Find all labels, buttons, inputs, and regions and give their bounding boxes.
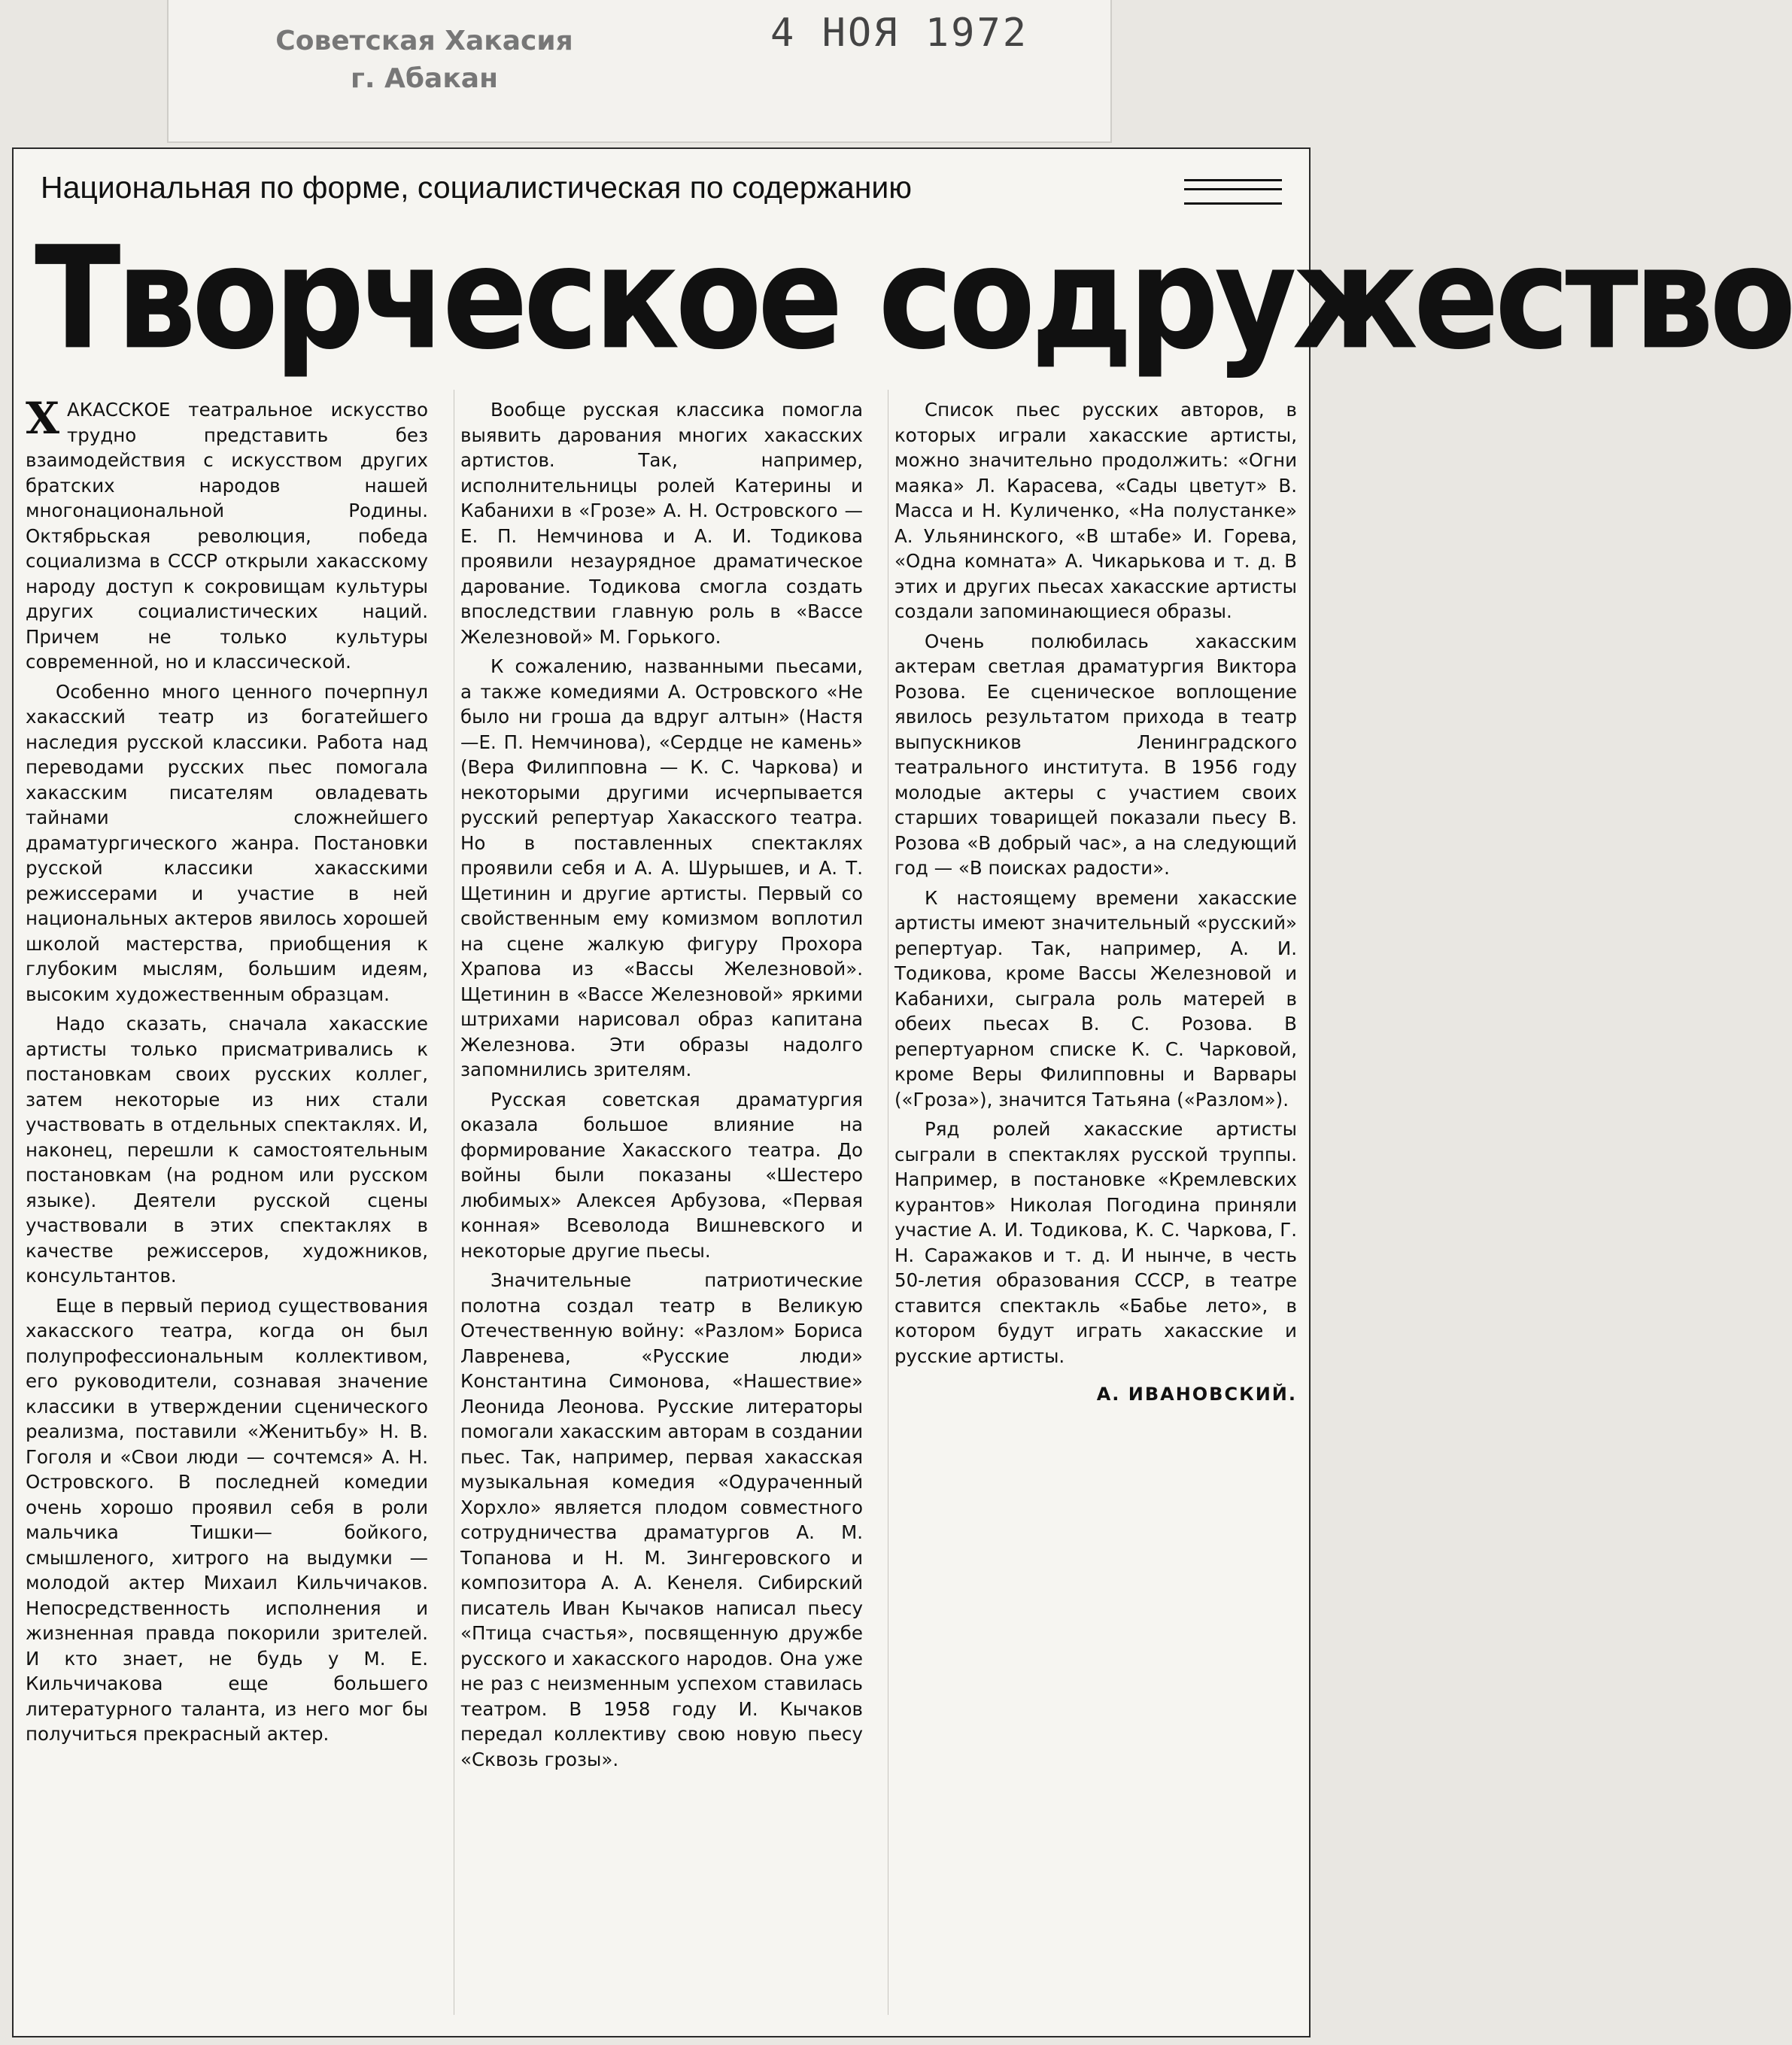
- paragraph: Значительные патриотические полотна создал театр в Великую Отечественную войну: «Разлом» Бориса Лавренева, «Русские люди» Константина Симонова, «Нашествие» Леонида Леонова. Русские литераторы помогали хакасским авторам в создании пьес. Так, например, первая хакасская музыкальная комедия «Одураченный Хорхло» является плодом совместного сотрудничества драматургов А. М. Топанова и Н. М. Зингеровского и композитора А. А. Кенеля. Сибирский писатель Иван Кычаков написал пьесу «Птица счастья», посвященную дружбе русского и хакасского народов. Она уже не раз с неизменным успехом ставилась театром. В 1958 году И. Кычаков передал коллективу свою новую пьесу «Сквозь грозы».: [460, 1269, 863, 1770]
- paragraph: [26, 393, 428, 675]
- article-kicker: [41, 166, 1282, 209]
- clipping-label-strip: [167, 0, 1112, 143]
- column-2: [460, 397, 863, 2015]
- newspaper-stamp: [206, 23, 642, 120]
- paragraph: Надо сказать, сначала хакасские артисты только присматривались к постановкам своих русских коллег, затем некоторые из них стали участвовать в отдельных спектаклях. И, наконец, перешли к самостоятельным постановкам (на родном или русском языке). Деятели русской сцены участвовали в этих спектаклях в качестве режиссеров, художников, консультантов.: [26, 1013, 428, 1287]
- newspaper-city: г. Абакан: [351, 63, 498, 94]
- paragraph-text: АКАССКОЕ театральное искусство трудно представить без взаимодействия с искусством других братских народов нашей многонациональной Родины. Октябрьская революция, победа социализма в СССР открыли хакасскому народу доступ к сокровищам культуры других социалистических наций. Причем не только культуры современной, но и классической.: [26, 399, 428, 673]
- author-signature: А. ИВАНОВСКИЙ.: [1096, 1384, 1297, 1405]
- column-1: [26, 393, 428, 2015]
- article-headline: Творческое содружество: [35, 215, 1792, 381]
- newspaper-article: [12, 147, 1792, 2037]
- kicker-rule-decoration: [1184, 179, 1282, 205]
- column-3: [894, 397, 1297, 2015]
- paragraph: Список пьес русских авторов, в которых играли хакасские артисты, можно значительно продолжить: «Огни маяка» Л. Карасева, «Сады цветут» В. Масса и Н. Куличенко, «На полустанке» А. Ульянинского, «В штабе» И. Горева, «Одна комната» А. Чикарькова и т. д. В этих и других пьесах хакасские артисты создали запоминающиеся образы.: [894, 399, 1297, 622]
- drop-cap: Х: [26, 393, 60, 444]
- paragraph: К настоящему времени хакасские артисты имеют значительный «русский» репертуар. Так, например, А. И. Тодикова, кроме Вассы Железновой и Кабанихи, сыграла роль матерей в обеих пьесах В. С. Розова. В репертуарном списке К. С. Чарковой, кроме Веры Филипповны и Варвары («Гроза»), значится Татьяна («Разлом»).: [894, 886, 1297, 1111]
- paragraph: К сожалению, названными пьесами, а также комедиями А. Островского «Не было ни гроша да вдруг алтын» (Настя —Е. П. Немчинова), «Сердце не камень» (Вера Филипповна — К. С. Чаркова) и некоторыми другими исчерпывается русский репертуар Хакасского театра. Но в поставленных спектаклях проявили себя и А. А. Шурышев, и А. Т. Щетинин и другие артисты. Первый со свойственным ему комизмом воплотил на сцене жалкую фигуру Прохора Храпова из «Вассы Железновой». Щетинин в «Вассе Железновой» яркими штрихами нарисовал образ капитана Железнова. Эти образы надолго запомнились зрителям.: [460, 655, 863, 1080]
- newspaper-name: Советская Хакасия: [275, 26, 573, 56]
- paragraph: Русская советская драматургия оказала большое влияние на формирование Хакасского театра. До войны были показаны «Шестеро любимых» Алексея Арбузова, «Первая конная» Всеволода Вишневского и некоторые другие пьесы.: [460, 1088, 863, 1262]
- date-stamp: 4 НОЯ 1972: [770, 11, 1029, 56]
- paragraph: Еще в первый период существования хакасского театра, когда он был полупрофессиональным коллективом, его руководители, сознавая значение классики в утверждении сценического реализма, поставили «Женитьбу» Н. В. Гоголя и «Свои люди — сочтемся» А. Н. Островского. В последней комедии очень хорошо проявил себя в роли мальчика Тишки— бойкого, смышленого, хитрого на выдумки — молодой актер Михаил Кильчичаков. Непосредственность исполнения и жизненная правда покорили зрителей. И кто знает, не будь у М. Е. Кильчичакова еще большего литературного таланта, из него мог бы получиться прекрасный актер.: [26, 1294, 428, 1745]
- paragraph: Ряд ролей хакасские артисты сыграли в спектаклях русской труппы. Например, в постановке «Кремлевских курантов» Николая Погодина приняли участие А. И. Тодикова, К. С. Чаркова, Г. Н. Саражаков и т. д. И нынче, в честь 50-летия образования СССР, в театре ставится спектакль «Бабье лето», в котором будут играть хакасские и русские артисты.: [894, 1118, 1297, 1367]
- paragraph: Особенно много ценного почерпнул хакасский театр из богатейшего наследия русской классики. Работа над переводами русских пьес помогала хакасским писателям овладевать тайнами сложнейшего драматургического жанра. Постановки русской классики хакасскими режиссерами и участие в ней национальных актеров явилось хорошей школой мастерства, приобщения к глубоким мыслям, большим идеям, высоким художественным образцам.: [26, 680, 428, 1005]
- paragraph: Вообще русская классика помогла выявить дарования многих хакасских артистов. Так, например, исполнительницы ролей Катерины и Кабанихи в «Грозе» А. Н. Островского — Е. П. Немчинова и А. И. Тодикова проявили незаурядное драматическое дарование. Тодикова смогла создать впоследствии главную роль в «Вассе Железновой» М. Горького.: [460, 399, 863, 648]
- kicker-text: Национальная по форме, социалистическая по содержанию: [41, 170, 913, 205]
- article-body: [26, 393, 1297, 2015]
- paragraph: Очень полюбилась хакасским актерам светлая драматургия Виктора Розова. Ее сценическое воплощение явилось результатом прихода в театр выпускников Ленинградского театрального института. В 1956 году молодые актеры с участием своих старших товарищей показали пьесу В. Розова «В добрый час», а на следующий год — «В поисках радости».: [894, 630, 1297, 879]
